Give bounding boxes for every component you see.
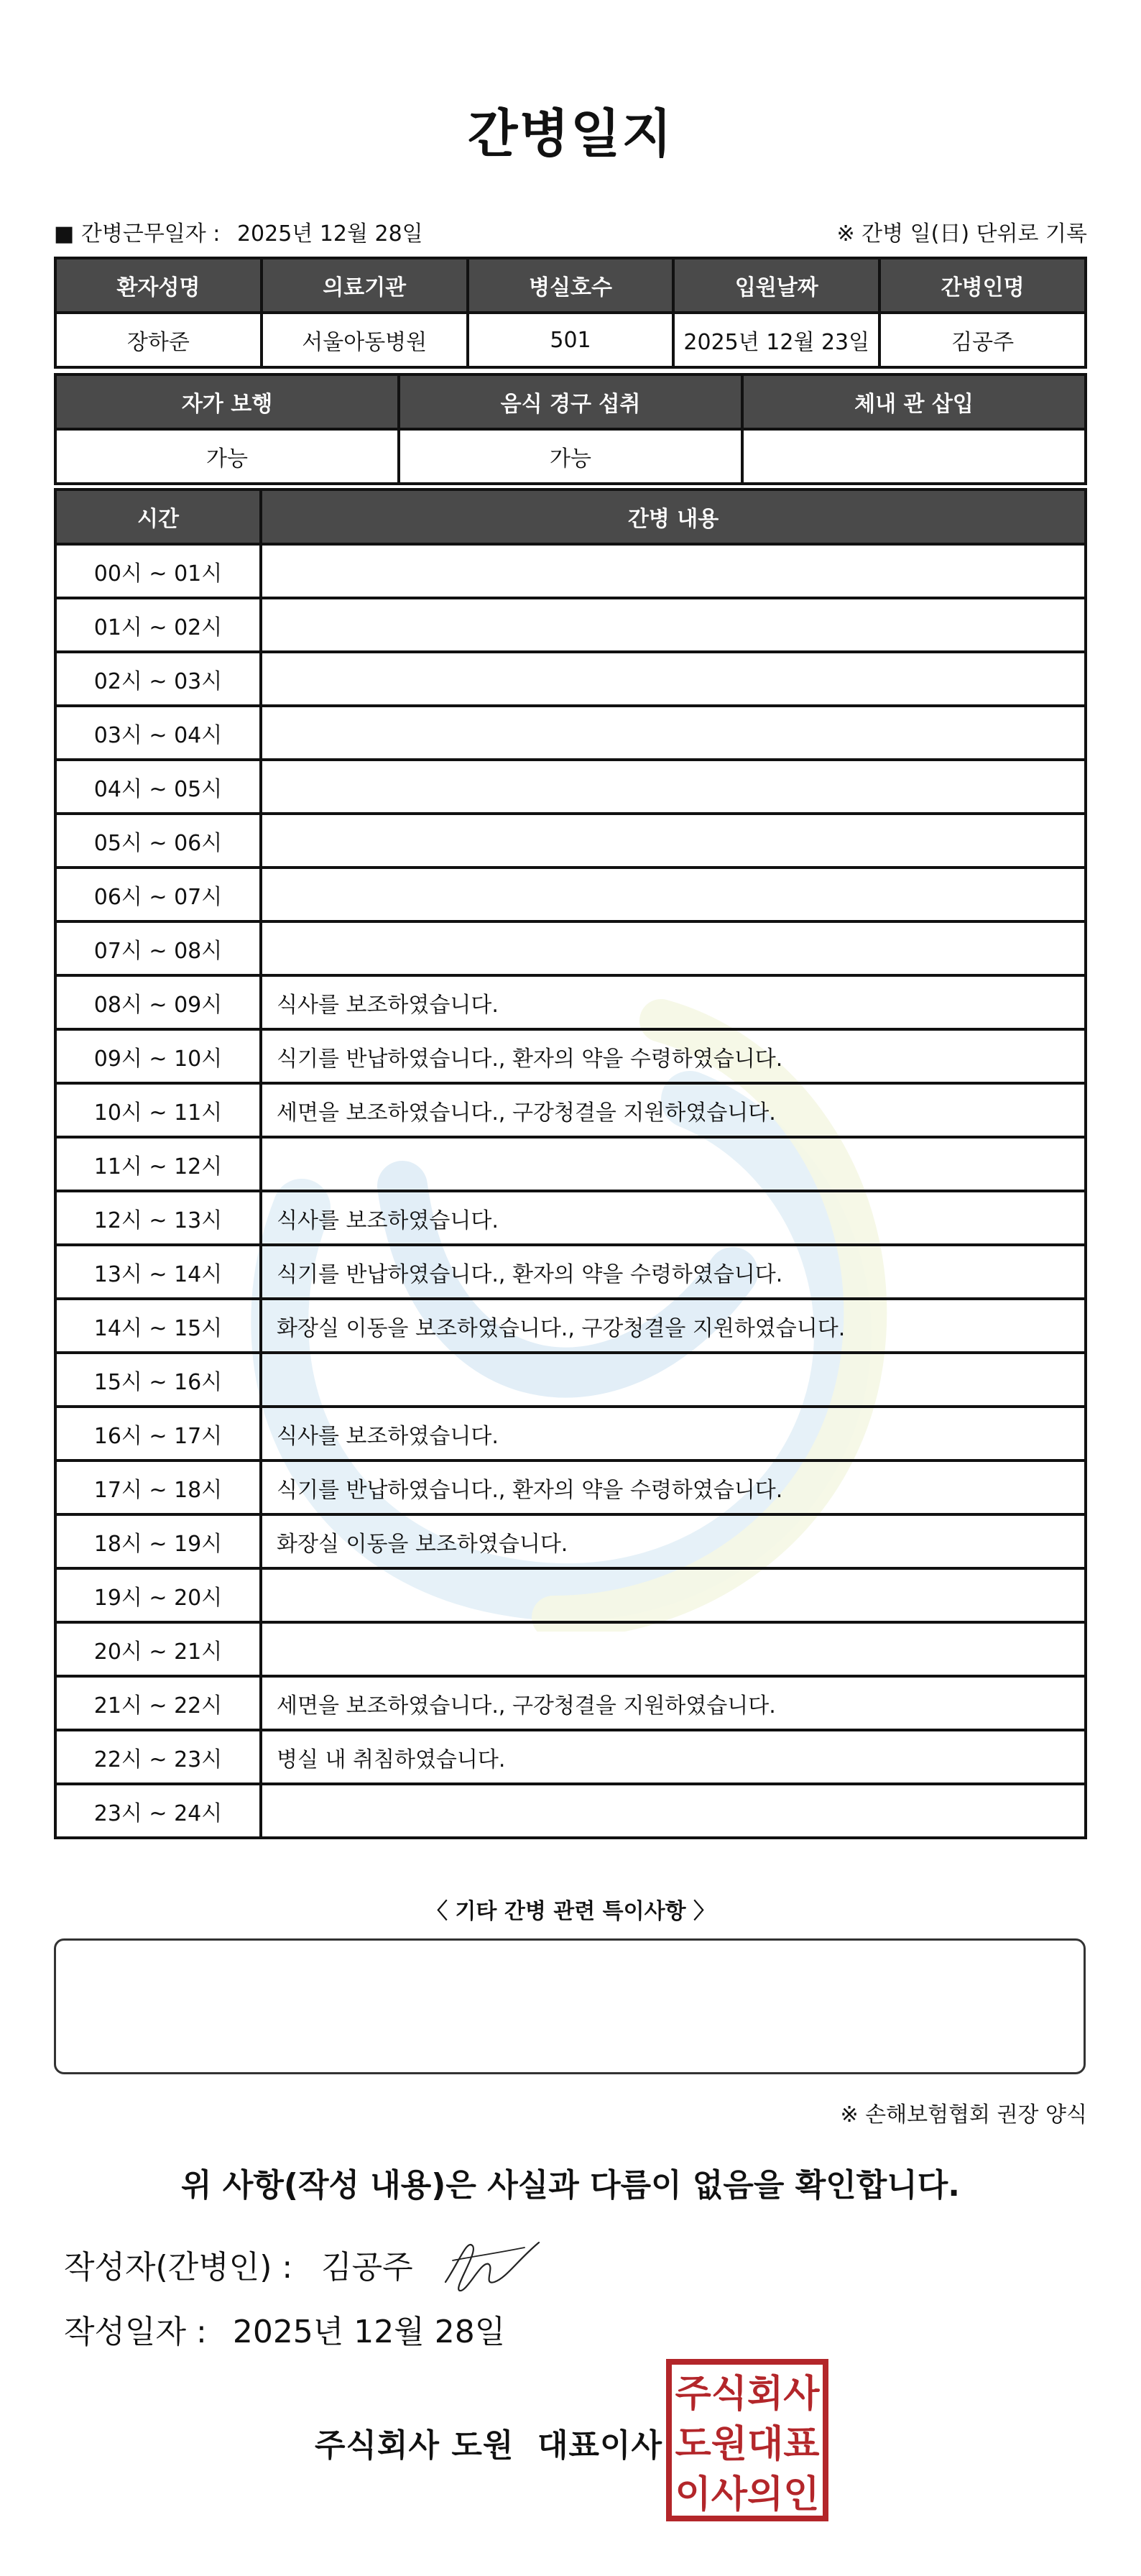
log-time-cell: 01시 ~ 02시 xyxy=(55,598,261,652)
log-time-cell: 18시 ~ 19시 xyxy=(55,1514,261,1568)
log-time-cell: 12시 ~ 13시 xyxy=(55,1191,261,1245)
header-tube-insertion: 체내 관 삽입 xyxy=(742,374,1086,429)
log-row xyxy=(55,760,1086,814)
caregiver-name-value: 김공주 xyxy=(879,313,1086,367)
log-row xyxy=(55,544,1086,598)
seal-line-2: 도원대표 xyxy=(675,2423,820,2466)
work-date-line xyxy=(54,216,423,247)
log-row xyxy=(55,1083,1086,1137)
log-content-cell: 식사를 보조하였습니다. xyxy=(261,975,1086,1029)
log-time-cell: 10시 ~ 11시 xyxy=(55,1083,261,1137)
log-time-cell: 19시 ~ 20시 xyxy=(55,1568,261,1622)
log-content-cell: 세면을 보조하였습니다., 구강청결을 지원하였습니다. xyxy=(261,1676,1086,1730)
seal-line-3: 이사의인 xyxy=(675,2473,820,2516)
log-row xyxy=(55,1784,1086,1838)
written-date-line xyxy=(64,2306,505,2352)
log-content-cell xyxy=(261,652,1086,706)
log-time-cell: 23시 ~ 24시 xyxy=(55,1784,261,1838)
log-time-cell: 15시 ~ 16시 xyxy=(55,1353,261,1407)
form-note: ※ 손해보험협회 권장 양식 xyxy=(840,2102,1087,2128)
log-content-cell xyxy=(261,868,1086,921)
log-content-cell: 병실 내 취침하였습니다. xyxy=(261,1730,1086,1784)
log-content-cell xyxy=(261,544,1086,598)
writer-label: 작성자(간병인) : xyxy=(64,2249,293,2286)
log-time-cell: 20시 ~ 21시 xyxy=(55,1622,261,1676)
abilities-value-row xyxy=(55,429,1086,484)
signature xyxy=(438,2232,546,2296)
writer-line xyxy=(64,2241,413,2287)
log-row xyxy=(55,1730,1086,1784)
log-content-cell: 화장실 이동을 보조하였습니다., 구강청결을 지원하였습니다. xyxy=(261,1299,1086,1353)
patient-name-value: 장하준 xyxy=(55,313,262,367)
log-time-cell: 00시 ~ 01시 xyxy=(55,544,261,598)
admission-date-value: 2025년 12월 23일 xyxy=(673,313,879,367)
log-time-cell: 07시 ~ 08시 xyxy=(55,921,261,975)
abilities-table xyxy=(54,373,1087,485)
log-row xyxy=(55,1137,1086,1191)
room-number-value: 501 xyxy=(468,313,674,367)
self-walking-value: 가능 xyxy=(55,429,399,484)
work-date-value: 2025년 12월 28일 xyxy=(236,221,423,247)
log-time-cell: 09시 ~ 10시 xyxy=(55,1029,261,1083)
log-content-cell xyxy=(261,1568,1086,1622)
log-time-cell: 17시 ~ 18시 xyxy=(55,1460,261,1514)
log-row xyxy=(55,1299,1086,1353)
log-row xyxy=(55,814,1086,868)
log-row xyxy=(55,1191,1086,1245)
patient-info-table xyxy=(54,257,1087,369)
written-date-label: 작성일자 : xyxy=(64,2314,207,2350)
log-content-cell xyxy=(261,814,1086,868)
abilities-header-row xyxy=(55,374,1086,429)
remarks-box xyxy=(54,1938,1086,2074)
log-content-cell: 식기를 반납하였습니다., 환자의 약을 수령하였습니다. xyxy=(261,1029,1086,1083)
header-care-content: 간병 내용 xyxy=(261,489,1086,544)
log-header-row xyxy=(55,489,1086,544)
writer-name: 김공주 xyxy=(321,2249,413,2286)
log-content-cell xyxy=(261,1137,1086,1191)
work-date-label: ■ 간병근무일자 : xyxy=(54,221,221,247)
log-row xyxy=(55,1514,1086,1568)
care-log-table xyxy=(54,488,1087,1839)
log-row xyxy=(55,706,1086,760)
log-time-cell: 22시 ~ 23시 xyxy=(55,1730,261,1784)
company-seal xyxy=(665,2358,830,2523)
log-time-cell: 21시 ~ 22시 xyxy=(55,1676,261,1730)
log-content-cell: 식사를 보조하였습니다. xyxy=(261,1407,1086,1460)
header-caregiver-name: 간병인명 xyxy=(879,258,1086,313)
patient-info-header-row xyxy=(55,258,1086,313)
log-row xyxy=(55,1568,1086,1622)
company-signatory: 주식회사 도원 대표이사 xyxy=(315,2427,662,2464)
header-oral-intake: 음식 경구 섭취 xyxy=(399,374,742,429)
log-time-cell: 05시 ~ 06시 xyxy=(55,814,261,868)
log-content-cell xyxy=(261,760,1086,814)
log-time-cell: 03시 ~ 04시 xyxy=(55,706,261,760)
remarks-title: 〈 기타 간병 관련 특이사항 〉 xyxy=(425,1899,716,1924)
unit-note: ※ 간병 일(日) 단위로 기록 xyxy=(836,221,1087,247)
seal-line-1: 주식회사 xyxy=(675,2373,820,2416)
header-time: 시간 xyxy=(55,489,261,544)
header-hospital: 의료기관 xyxy=(262,258,468,313)
patient-info-value-row xyxy=(55,313,1086,367)
document-title: 간병일지 xyxy=(467,104,674,164)
header-room-number: 병실호수 xyxy=(468,258,674,313)
log-row xyxy=(55,1353,1086,1407)
log-time-cell: 16시 ~ 17시 xyxy=(55,1407,261,1460)
tube-insertion-value xyxy=(742,429,1086,484)
confirmation-statement: 위 사항(작성 내용)은 사실과 다름이 없음을 확인합니다. xyxy=(181,2167,960,2204)
log-row xyxy=(55,652,1086,706)
log-row xyxy=(55,975,1086,1029)
log-content-cell xyxy=(261,598,1086,652)
log-row xyxy=(55,1676,1086,1730)
log-time-cell: 14시 ~ 15시 xyxy=(55,1299,261,1353)
log-time-cell: 02시 ~ 03시 xyxy=(55,652,261,706)
log-content-cell xyxy=(261,1353,1086,1407)
log-time-cell: 04시 ~ 05시 xyxy=(55,760,261,814)
log-content-cell: 식기를 반납하였습니다., 환자의 약을 수령하였습니다. xyxy=(261,1460,1086,1514)
log-row xyxy=(55,1460,1086,1514)
log-row xyxy=(55,1407,1086,1460)
log-row xyxy=(55,868,1086,921)
log-row xyxy=(55,598,1086,652)
oral-intake-value: 가능 xyxy=(399,429,742,484)
log-content-cell: 식사를 보조하였습니다. xyxy=(261,1191,1086,1245)
log-time-cell: 06시 ~ 07시 xyxy=(55,868,261,921)
log-content-cell xyxy=(261,706,1086,760)
header-admission-date: 입원날짜 xyxy=(673,258,879,313)
log-content-cell: 식기를 반납하였습니다., 환자의 약을 수령하였습니다. xyxy=(261,1245,1086,1299)
header-patient-name: 환자성명 xyxy=(55,258,262,313)
log-body xyxy=(55,544,1086,1838)
log-time-cell: 08시 ~ 09시 xyxy=(55,975,261,1029)
log-row xyxy=(55,1245,1086,1299)
log-content-cell: 세면을 보조하였습니다., 구강청결을 지원하였습니다. xyxy=(261,1083,1086,1137)
written-date-value: 2025년 12월 28일 xyxy=(232,2314,506,2350)
header-self-walking: 자가 보행 xyxy=(55,374,399,429)
log-row xyxy=(55,921,1086,975)
log-row xyxy=(55,1622,1086,1676)
log-content-cell xyxy=(261,1784,1086,1838)
log-content-cell: 화장실 이동을 보조하였습니다. xyxy=(261,1514,1086,1568)
log-time-cell: 13시 ~ 14시 xyxy=(55,1245,261,1299)
log-row xyxy=(55,1029,1086,1083)
hospital-value: 서울아동병원 xyxy=(262,313,468,367)
log-content-cell xyxy=(261,1622,1086,1676)
log-content-cell xyxy=(261,921,1086,975)
log-time-cell: 11시 ~ 12시 xyxy=(55,1137,261,1191)
